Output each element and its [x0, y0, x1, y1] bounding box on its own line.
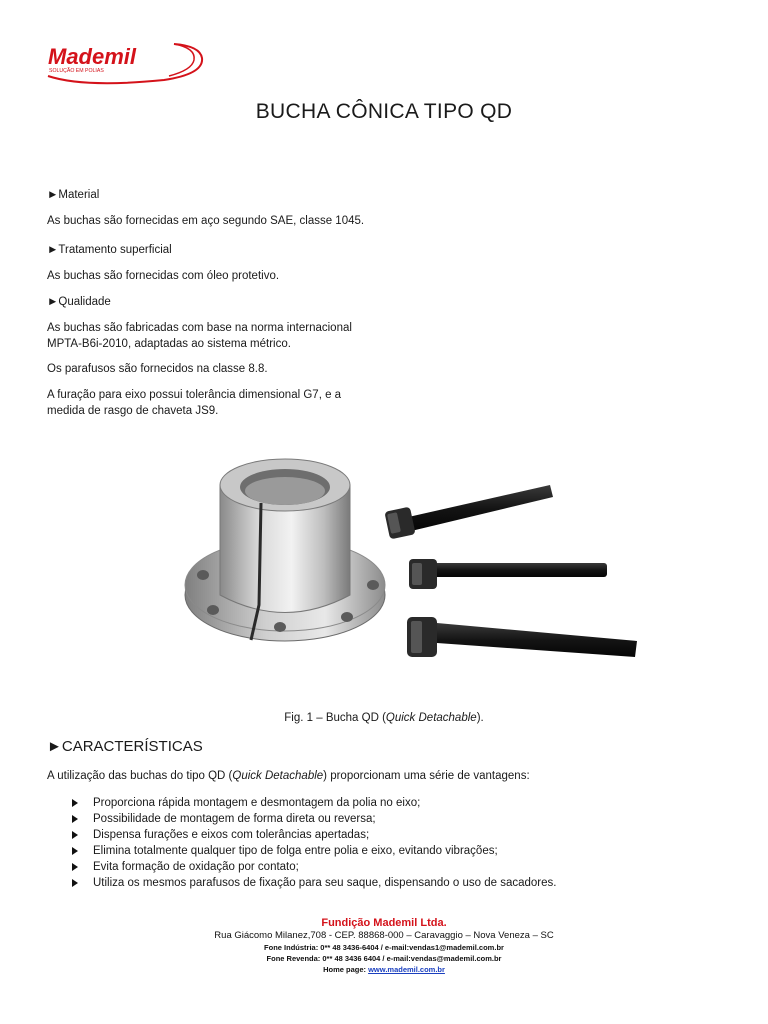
page-title: BUCHA CÔNICA TIPO QD — [255, 100, 513, 123]
list-item: Elimina totalmente qualquer tipo de folga entre polia e eixo, evitando vibrações; — [72, 843, 556, 859]
section-heading: Tratamento superficial — [58, 244, 172, 256]
bolt-top — [384, 485, 553, 539]
footer — [0, 917, 768, 975]
section-heading: Qualidade — [58, 296, 111, 308]
section-quality: ►Qualidade — [47, 296, 111, 308]
triangle-bullet-icon — [72, 815, 78, 823]
list-item: Possibilidade de montagem de forma direta ou reversa; — [72, 811, 556, 827]
svg-text:SOLUÇÃO EM POLIAS: SOLUÇÃO EM POLIAS — [49, 68, 104, 74]
homepage-link[interactable]: www.mademil.com.br — [368, 965, 445, 974]
triangle-bullet-icon — [72, 799, 78, 807]
figure-caption: Fig. 1 – Bucha QD (Quick Detachable). — [284, 712, 484, 724]
triangle-bullet-icon — [72, 863, 78, 871]
bolt-bottom — [407, 617, 637, 657]
paragraph: As buchas são fabricadas com base na norma internacional MPTA-B6i-2010, adaptadas ao sistema métrico. — [47, 322, 352, 350]
characteristics-list — [72, 795, 556, 891]
list-item: Proporciona rápida montagem e desmontagem da polia no eixo; — [72, 795, 556, 811]
paragraph: A furação para eixo possui tolerância dimensional G7, e a medida de rasgo de chaveta JS9. — [47, 389, 342, 417]
triangle-bullet-icon — [72, 847, 78, 855]
characteristics-intro: A utilização das buchas do tipo QD (Quick Detachable) proporcionam uma série de vantagens: — [47, 770, 530, 782]
section-treatment: ►Tratamento superficial — [47, 244, 172, 256]
paragraph: As buchas são fornecidas com óleo protetivo. — [47, 270, 280, 282]
footer-phone-resale: Fone Revenda: 0** 48 3436 6404 / e-mail:vendas@mademil.com.br — [266, 954, 502, 963]
triangle-bullet-icon — [72, 879, 78, 887]
footer-phone-industry: Fone Indústria: 0** 48 3436-6404 / e-mail:vendas1@mademil.com.br — [264, 943, 504, 952]
mademil-logo — [44, 40, 209, 86]
characteristics-heading: ►CARACTERÍSTICAS — [47, 738, 203, 755]
footer-company: Fundição Mademil Ltda. — [321, 917, 447, 929]
footer-homepage: Home page: www.mademil.com.br — [323, 965, 445, 974]
svg-text:Mademil: Mademil — [48, 44, 137, 69]
list-item: Evita formação de oxidação por contato; — [72, 859, 556, 875]
list-item: Utiliza os mesmos parafusos de fixação para seu saque, dispensando o uso de sacadores. — [72, 875, 556, 891]
section-heading: Material — [58, 189, 100, 201]
section-material: ►Material — [47, 189, 100, 201]
footer-address: Rua Giácomo Milanez,708 - CEP. 88868-000 – Caravaggio – Nova Veneza – SC — [214, 930, 554, 941]
list-item: Dispensa furações e eixos com tolerâncias apertadas; — [72, 827, 556, 843]
bolt-middle — [409, 559, 607, 589]
bushing-figure — [175, 445, 655, 685]
paragraph: As buchas são fornecidas em aço segundo SAE, classe 1045. — [47, 215, 365, 227]
paragraph: Os parafusos são fornecidos na classe 8.8. — [47, 363, 268, 375]
triangle-bullet-icon — [72, 831, 78, 839]
